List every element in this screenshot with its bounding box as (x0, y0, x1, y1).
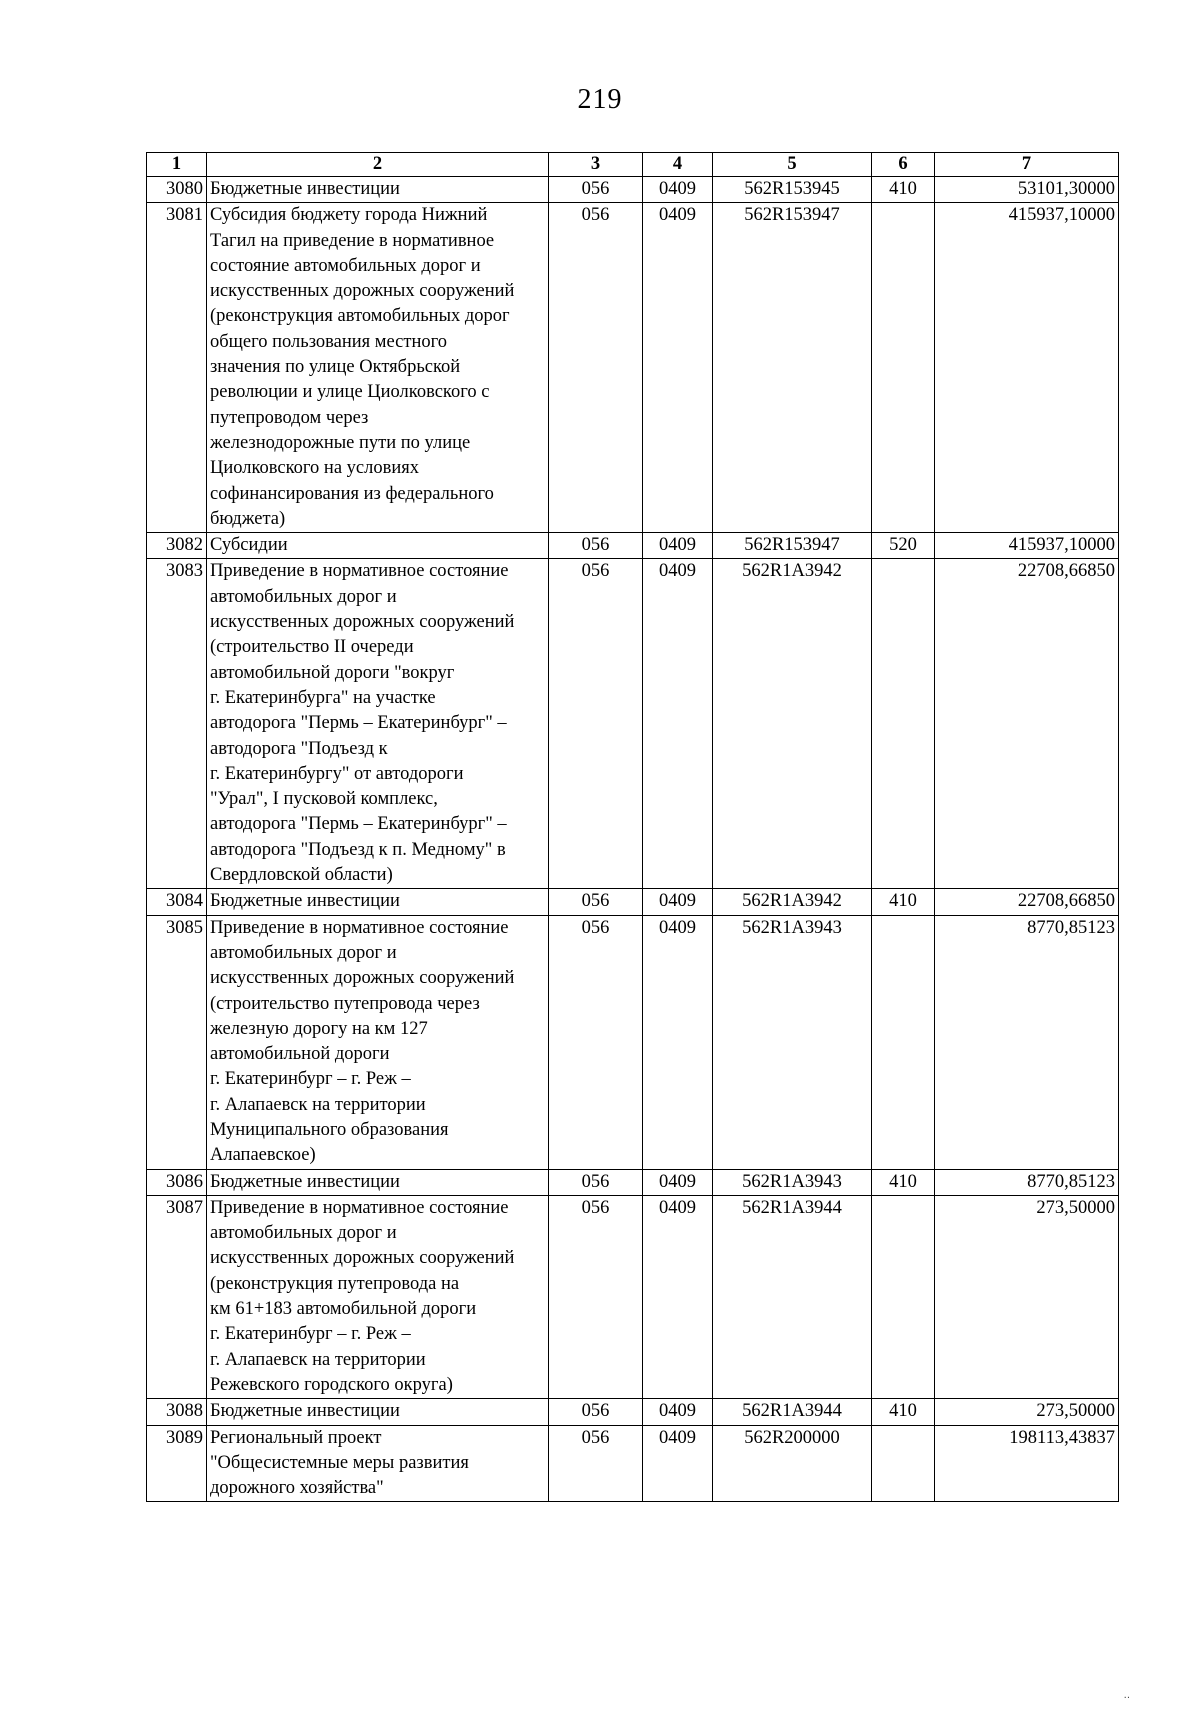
row-name-line: (реконструкция путепровода на (210, 1273, 460, 1294)
table-row (147, 533, 1119, 559)
amount-cell: 22708,66850 (935, 559, 1119, 889)
row-name-cell (207, 533, 549, 559)
row-name-line: Бюджетные инвестиции (210, 1171, 400, 1192)
column-header: 5 (713, 153, 872, 177)
row-number-cell: 3088 (147, 1399, 207, 1425)
expense-type-cell (872, 1425, 935, 1502)
row-name-line: автодорога "Пермь – Екатеринбург" – (210, 713, 507, 734)
row-name-line: Свердловской области) (210, 865, 393, 886)
target-article-cell: 562R153947 (713, 533, 872, 559)
expense-type-cell: 410 (872, 889, 935, 915)
expense-type-cell: 410 (872, 1169, 935, 1195)
section-code-cell: 0409 (643, 177, 713, 203)
ministry-code-cell: 056 (549, 1399, 643, 1425)
table-row (147, 915, 1119, 1169)
row-name-line: бюджета) (210, 508, 286, 529)
table-row (147, 1425, 1119, 1502)
column-header: 7 (935, 153, 1119, 177)
target-article-cell: 562R1A3942 (713, 559, 872, 889)
ministry-code-cell: 056 (549, 915, 643, 1169)
row-number-cell: 3081 (147, 203, 207, 533)
row-name-line: (строительство II очереди (210, 637, 414, 658)
row-name-line: г. Екатеринбургу" от автодороги (210, 763, 464, 784)
amount-cell: 8770,85123 (935, 915, 1119, 1169)
table-row (147, 203, 1119, 533)
row-name-line: Бюджетные инвестиции (210, 179, 400, 199)
row-name-cell (207, 1399, 549, 1425)
target-article-cell: 562R153945 (713, 177, 872, 203)
row-name-line: (строительство путепровода через (210, 993, 480, 1014)
row-name-line: Циолковского на условиях (210, 458, 420, 479)
section-code-cell: 0409 (643, 559, 713, 889)
row-name-line: г. Екатеринбург – г. Реж – (210, 1069, 411, 1090)
ministry-code-cell: 056 (549, 889, 643, 915)
row-name-line: г. Екатеринбург – г. Реж – (210, 1324, 411, 1345)
row-name-cell (207, 559, 549, 889)
section-code-cell: 0409 (643, 915, 713, 1169)
section-code-cell: 0409 (643, 1195, 713, 1398)
row-name-cell (207, 1195, 549, 1398)
row-number-cell: 3087 (147, 1195, 207, 1398)
target-article-cell: 562R1A3943 (713, 915, 872, 1169)
expense-type-cell (872, 559, 935, 889)
row-name-line: (реконструкция автомобильных дорог (210, 306, 510, 327)
row-name-line: Бюджетные инвестиции (210, 891, 400, 912)
ministry-code-cell: 056 (549, 559, 643, 889)
expense-type-cell (872, 1195, 935, 1398)
row-name-line: автомобильной дороги (210, 1044, 390, 1065)
section-code-cell: 0409 (643, 1169, 713, 1195)
column-header: 1 (147, 153, 207, 177)
amount-cell: 53101,30000 (935, 177, 1119, 203)
header-row (147, 153, 1119, 177)
row-name-line: "Урал", I пусковой комплекс, (210, 789, 438, 810)
amount-cell: 273,50000 (935, 1399, 1119, 1425)
row-name-line: Муниципального образования (210, 1119, 449, 1140)
row-name-cell (207, 1425, 549, 1502)
row-name-line: автомобильной дороги "вокруг (210, 662, 455, 683)
row-name-line: состояние автомобильных дорог и (210, 255, 481, 276)
table-row (147, 1399, 1119, 1425)
row-name-cell (207, 177, 549, 203)
row-name-line: автомобильных дорог и (210, 1223, 397, 1244)
target-article-cell: 562R1A3944 (713, 1195, 872, 1398)
row-name-line: автомобильных дорог и (210, 942, 397, 963)
amount-cell: 198113,43837 (935, 1425, 1119, 1502)
row-name-line: Приведение в нормативное состояние (210, 561, 509, 582)
row-name-line: г. Алапаевск на территории (210, 1349, 426, 1370)
expense-type-cell: 520 (872, 533, 935, 559)
row-name-line: Субсидии (210, 535, 288, 556)
ministry-code-cell: 056 (549, 203, 643, 533)
expense-type-cell (872, 203, 935, 533)
column-header: 4 (643, 153, 713, 177)
budget-table (146, 152, 1119, 1502)
ministry-code-cell: 056 (549, 1425, 643, 1502)
amount-cell: 415937,10000 (935, 533, 1119, 559)
table-row (147, 1169, 1119, 1195)
expense-type-cell (872, 915, 935, 1169)
row-name-line: Субсидия бюджету города Нижний (210, 205, 488, 226)
amount-cell: 8770,85123 (935, 1169, 1119, 1195)
row-name-line: Бюджетные инвестиции (210, 1401, 400, 1422)
amount-cell: 22708,66850 (935, 889, 1119, 915)
row-name-line: "Общесистемные меры развития (210, 1452, 469, 1473)
amount-cell: 273,50000 (935, 1195, 1119, 1398)
row-name-line: искусственных дорожных сооружений (210, 1248, 515, 1269)
expense-type-cell: 410 (872, 1399, 935, 1425)
target-article-cell: 562R200000 (713, 1425, 872, 1502)
ministry-code-cell: 056 (549, 533, 643, 559)
ministry-code-cell: 056 (549, 1195, 643, 1398)
row-name-line: общего пользования местного (210, 331, 447, 352)
section-code-cell: 0409 (643, 1399, 713, 1425)
target-article-cell: 562R1A3943 (713, 1169, 872, 1195)
row-name-line: Режевского городского округа) (210, 1374, 453, 1395)
amount-cell: 415937,10000 (935, 203, 1119, 533)
expense-type-cell: 410 (872, 177, 935, 203)
column-header: 6 (872, 153, 935, 177)
row-number-cell: 3085 (147, 915, 207, 1169)
row-name-line: г. Екатеринбурга" на участке (210, 687, 436, 708)
section-code-cell: 0409 (643, 203, 713, 533)
row-name-line: искусственных дорожных сооружений (210, 281, 515, 302)
row-name-line: Приведение в нормативное состояние (210, 917, 509, 938)
ministry-code-cell: 056 (549, 1169, 643, 1195)
page-number: 219 (577, 84, 623, 115)
table-body (147, 177, 1119, 1502)
row-name-line: железнодорожные пути по улице (210, 432, 471, 453)
row-name-cell (207, 1169, 549, 1195)
row-name-line: автомобильных дорог и (210, 586, 397, 607)
row-name-line: значения по улице Октябрьской (210, 357, 461, 378)
table-row (147, 559, 1119, 889)
ministry-code-cell: 056 (549, 177, 643, 203)
row-name-line: Региональный проект (210, 1427, 382, 1448)
row-number-cell: 3082 (147, 533, 207, 559)
row-name-cell (207, 889, 549, 915)
table-row (147, 1195, 1119, 1398)
row-name-line: искусственных дорожных сооружений (210, 612, 515, 633)
row-name-line: железную дорогу на км 127 (210, 1018, 428, 1039)
row-name-line: км 61+183 автомобильной дороги (210, 1299, 477, 1320)
column-header: 2 (207, 153, 549, 177)
row-name-line: искусственных дорожных сооружений (210, 968, 515, 989)
row-name-line: путепроводом через (210, 407, 369, 428)
table-row (147, 177, 1119, 203)
row-name-cell (207, 203, 549, 533)
section-code-cell: 0409 (643, 1425, 713, 1502)
row-name-cell (207, 915, 549, 1169)
row-name-line: революции и улице Циолковского с (210, 382, 490, 403)
row-name-line: софинансирования из федерального (210, 483, 494, 504)
row-name-line: Приведение в нормативное состояние (210, 1197, 509, 1218)
row-number-cell: 3089 (147, 1425, 207, 1502)
row-name-line: г. Алапаевск на территории (210, 1094, 426, 1115)
column-header: 3 (549, 153, 643, 177)
row-name-line: Алапаевское) (210, 1145, 316, 1166)
target-article-cell: 562R1A3942 (713, 889, 872, 915)
section-code-cell: 0409 (643, 533, 713, 559)
target-article-cell: 562R1A3944 (713, 1399, 872, 1425)
scan-mark: ·· (1123, 1693, 1130, 1704)
row-name-line: Тагил на приведение в нормативное (210, 230, 495, 251)
row-number-cell: 3083 (147, 559, 207, 889)
row-number-cell: 3084 (147, 889, 207, 915)
section-code-cell: 0409 (643, 889, 713, 915)
table-row (147, 889, 1119, 915)
row-name-line: автодорога "Пермь – Екатеринбург" – (210, 814, 507, 835)
row-number-cell: 3080 (147, 177, 207, 203)
row-name-line: автодорога "Подъезд к п. Медному" в (210, 839, 506, 860)
row-name-line: дорожного хозяйства" (210, 1478, 384, 1499)
target-article-cell: 562R153947 (713, 203, 872, 533)
row-name-line: автодорога "Подъезд к (210, 738, 388, 759)
row-number-cell: 3086 (147, 1169, 207, 1195)
